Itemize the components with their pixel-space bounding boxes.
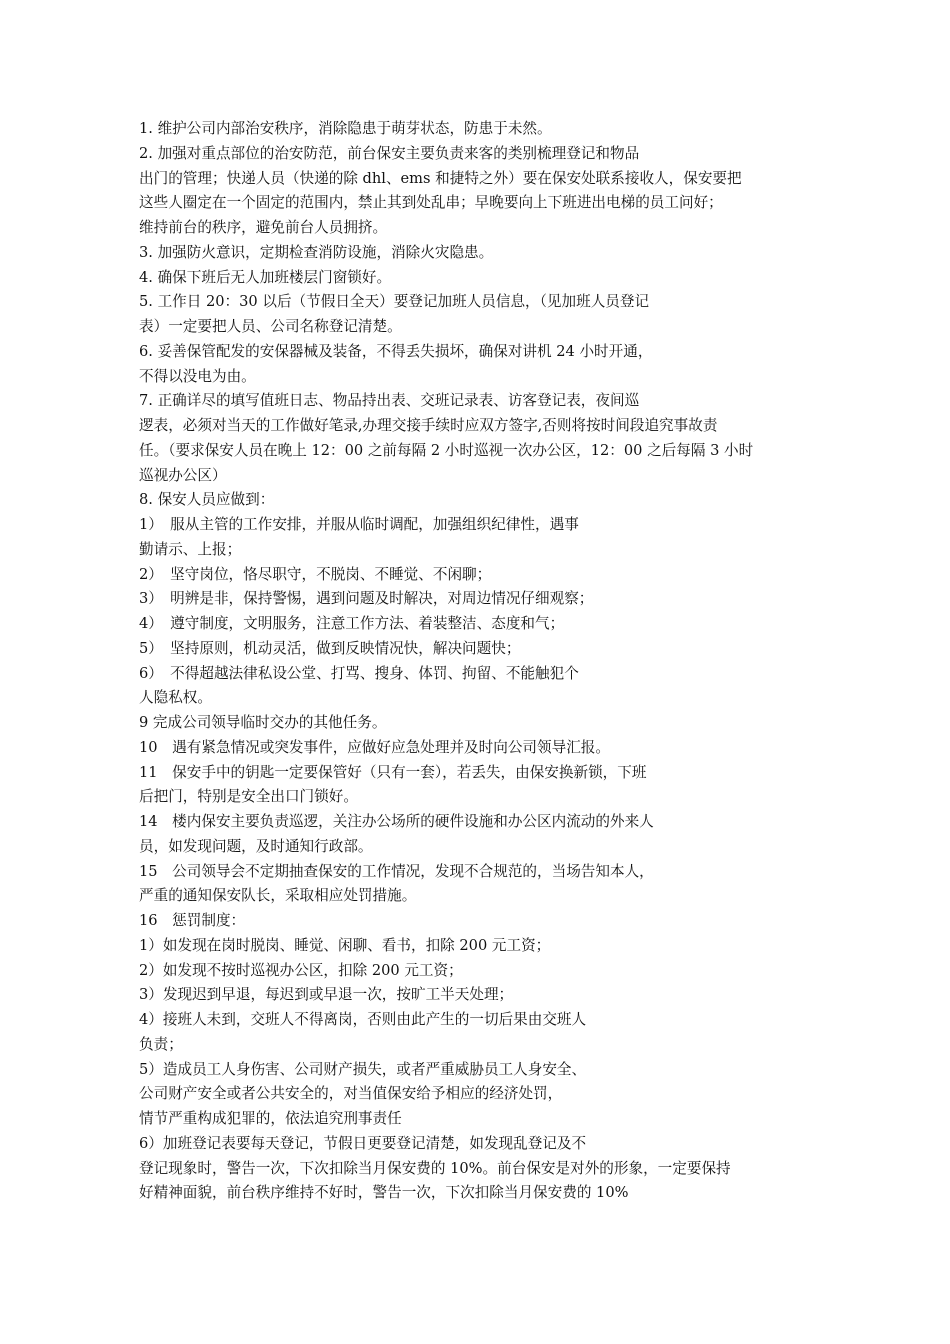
text-line: 公司财产安全或者公共安全的，对当值保安给予相应的经济处罚，	[139, 1085, 563, 1103]
text-line: 4） 遵守制度，文明服务，注意工作方法、着装整洁、态度和气；	[139, 615, 565, 632]
text-line: 不得以没电为由。	[139, 367, 256, 385]
text-line: 1）如发现在岗时脱岗、睡觉、闲聊、看书，扣除 200 元工资；	[139, 936, 551, 954]
text-line: 3. 加强防火意识，定期检查消防设施，消除火灾隐患。	[139, 243, 494, 261]
text-line: 1） 服从主管的工作安排，并服从临时调配，加强组织纪律性，遇事	[139, 516, 579, 533]
text-line: 10 遇有紧急情况或突发事件，应做好应急处理并及时向公司领导汇报。	[139, 738, 610, 756]
text-line: 16 惩罚制度：	[139, 912, 246, 929]
text-line: 6. 妥善保管配发的安保器械及装备，不得丢失损坏，确保对讲机 24 小时开通，	[139, 342, 653, 360]
text-line: 勤请示、上报；	[139, 540, 242, 558]
text-line: 出门的管理；快递人员（快递的除 dhl、ems 和捷特之外）要在保安处联系接收人，保安要把	[139, 169, 742, 187]
text-line: 2）如发现不按时巡视办公区，扣除 200 元工资；	[139, 961, 463, 979]
text-line: 登记现象时，警告一次，下次扣除当月保安费的 10%。前台保安是对外的形象，一定要保持	[139, 1159, 731, 1177]
text-line: 3）发现迟到早退，每迟到或早退一次，按旷工半天处理；	[139, 986, 514, 1004]
text-line: 7. 正确详尽的填写值班日志、物品持出表、交班记录表、访客登记表，夜间巡	[139, 392, 640, 410]
text-line: 维持前台的秩序，避免前台人员拥挤。	[139, 219, 388, 236]
text-line: 9 完成公司领导临时交办的其他任务。	[139, 714, 387, 731]
text-line: 4. 确保下班后无人加班楼层门窗锁好。	[139, 268, 392, 286]
text-line: 巡视办公区）	[139, 466, 227, 484]
text-line: 人隐私权。	[139, 689, 212, 707]
text-line: 2. 加强对重点部位的治安防范，前台保安主要负责来客的类别梳理登记和物品	[139, 144, 640, 162]
text-line: 15 公司领导会不定期抽查保安的工作情况，发现不合规范的，当场告知本人，	[139, 862, 654, 880]
text-line: 3） 明辨是非，保持警惕，遇到问题及时解决，对周边情况仔细观察；	[139, 590, 594, 608]
text-line: 11 保安手中的钥匙一定要保管好（只有一套），若丢失，由保安换新锁，下班	[139, 763, 647, 781]
text-line: 后把门，特别是安全出口门锁好。	[139, 788, 358, 806]
text-line: 表）一定要把人员、公司名称登记清楚。	[139, 318, 402, 335]
text-line: 好精神面貌，前台秩序维持不好时，警告一次，下次扣除当月保安费的 10%	[139, 1184, 629, 1202]
text-line: 14 楼内保安主要负责巡逻，关注办公场所的硬件设施和办公区内流动的外来人	[139, 813, 654, 830]
text-line: 5）造成员工人身伤害、公司财产损失，或者严重威胁员工人身安全、	[139, 1060, 587, 1078]
text-line: 1. 维护公司内部治安秩序，消除隐患于萌芽状态，防患于未然。	[139, 120, 552, 137]
text-line: 这些人圈定在一个固定的范围内，禁止其到处乱串；早晚要向上下班进出电梯的员工问好；	[139, 194, 723, 212]
text-line: 8. 保安人员应做到：	[139, 491, 275, 509]
text-line: 5） 坚持原则，机动灵活，做到反映情况快，解决问题快；	[139, 639, 521, 657]
text-line: 负责；	[139, 1035, 183, 1053]
text-line: 任。（要求保安人员在晚上 12：00 之前每隔 2 小时巡视一次办公区，12：00 之后每隔 3 小时	[139, 441, 754, 459]
text-line: 6） 不得超越法律私设公堂、打骂、搜身、体罚、拘留、不能触犯个	[139, 664, 579, 682]
text-line: 严重的通知保安队长，采取相应处罚措施。	[139, 887, 417, 905]
text-line: 逻表，必须对当天的工作做好笔录,办理交接手续时应双方签字,否则将按时间段追究事故责	[139, 417, 718, 434]
text-line: 5. 工作日 20：30 以后（节假日全天）要登记加班人员信息，（见加班人员登记	[139, 293, 650, 311]
text-line: 6）加班登记表要每天登记，节假日更要登记清楚，如发现乱登记及不	[139, 1134, 587, 1152]
text-line: 2） 坚守岗位，恪尽职守，不脱岗、不睡觉、不闲聊；	[139, 565, 492, 583]
text-line: 员，如发现问题，及时通知行政部。	[139, 837, 373, 855]
text-line: 4）接班人未到，交班人不得离岗，否则由此产生的一切后果由交班人	[139, 1011, 587, 1028]
text-line: 情节严重构成犯罪的，依法追究刑事责任	[139, 1110, 402, 1127]
document-body	[139, 117, 819, 1206]
